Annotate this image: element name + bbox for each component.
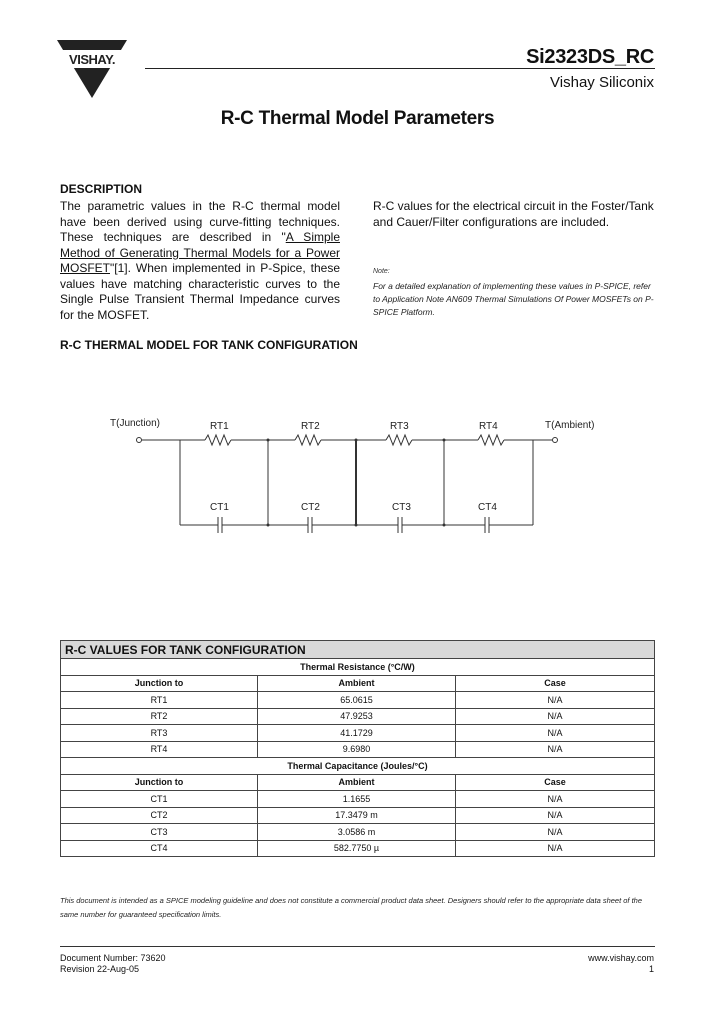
description-right-text: R-C values for the electrical circuit in the Foster/Tank and Cauer/Filter configurations are included. bbox=[373, 199, 654, 229]
table-cell: RT3 bbox=[61, 725, 258, 742]
resistor-label: RT4 bbox=[479, 421, 498, 432]
table-cell: N/A bbox=[456, 741, 655, 758]
table-row bbox=[61, 824, 655, 841]
description-heading: DESCRIPTION bbox=[60, 182, 143, 196]
vishay-logo-triangle-icon bbox=[57, 38, 127, 100]
table-row bbox=[61, 840, 655, 857]
table-row bbox=[61, 741, 655, 758]
tank-config-heading: R-C THERMAL MODEL FOR TANK CONFIGURATION bbox=[60, 338, 358, 352]
table-cell: RT1 bbox=[61, 692, 258, 709]
capacitor-label: CT2 bbox=[301, 502, 320, 513]
capacitor-label: CT4 bbox=[478, 502, 497, 513]
note-text: For a detailed explanation of implementing these values in P-SPICE, refer to Application Note AN609 Thermal Simulations Of Power MOSFETs on P-SPICE Platform. bbox=[373, 281, 654, 317]
table-cell: N/A bbox=[456, 807, 655, 824]
table-cell: CT3 bbox=[61, 824, 258, 841]
column-header: Ambient bbox=[258, 774, 456, 791]
junction-label: T(Junction) bbox=[110, 418, 161, 429]
table-cell: 41.1729 bbox=[258, 725, 456, 742]
description-left-text bbox=[60, 199, 340, 323]
column-header: Junction to bbox=[61, 774, 258, 791]
description-text-1: The parametric values in the R-C thermal model have been derived using curve-fitting techniques. These techniques are described in " bbox=[60, 199, 340, 244]
table-cell: CT4 bbox=[61, 840, 258, 857]
table-cell: RT2 bbox=[61, 708, 258, 725]
page-title: R-C Thermal Model Parameters bbox=[220, 108, 495, 129]
revision: Revision 22-Aug-05 bbox=[60, 964, 140, 974]
column-header: Case bbox=[456, 774, 655, 791]
table-cell: N/A bbox=[456, 840, 655, 857]
capacitor-label: CT1 bbox=[210, 502, 229, 513]
table-cell: 65.0615 bbox=[258, 692, 456, 709]
table-title: R-C VALUES FOR TANK CONFIGURATION bbox=[61, 641, 655, 659]
resistor-label: RT1 bbox=[210, 421, 229, 432]
column-header: Junction to bbox=[61, 675, 258, 692]
resistor-label: RT2 bbox=[301, 421, 320, 432]
capacitor-label: CT3 bbox=[392, 502, 411, 513]
page-number: 1 bbox=[648, 964, 654, 974]
table-cell: 17.3479 m bbox=[258, 807, 456, 824]
document-number: Document Number: 73620 bbox=[60, 953, 166, 963]
table-row bbox=[61, 708, 655, 725]
table-cell: N/A bbox=[456, 824, 655, 841]
table-cell: N/A bbox=[456, 725, 655, 742]
table-cell: N/A bbox=[456, 791, 655, 808]
footer-right bbox=[588, 953, 654, 975]
resistance-heading: Thermal Resistance (°C/W) bbox=[61, 659, 655, 676]
table-cell: RT4 bbox=[61, 741, 258, 758]
table-cell: 1.1655 bbox=[258, 791, 456, 808]
table-cell: 582.7750 µ bbox=[258, 840, 456, 857]
description-text-2: "[1]. When implemented in P-Spice, these values have matching characteristic curves to the Single Pulse Transient Thermal Impedance curves for the MOSFET. bbox=[60, 261, 340, 322]
table-row bbox=[61, 692, 655, 709]
table-cell: CT1 bbox=[61, 791, 258, 808]
table-cell: N/A bbox=[456, 692, 655, 709]
table-cell: CT2 bbox=[61, 807, 258, 824]
vishay-logo bbox=[57, 38, 127, 100]
table-row bbox=[61, 791, 655, 808]
column-header: Case bbox=[456, 675, 655, 692]
capacitance-heading: Thermal Capacitance (Joules/°C) bbox=[61, 758, 655, 775]
footer-left bbox=[60, 953, 166, 975]
disclaimer-text: This document is intended as a SPICE modeling guideline and does not constitute a commercial product data sheet. Designers should refer to the appropriate data sheet of the same number for guaranteed specification limits. bbox=[60, 896, 643, 919]
footer-rule bbox=[60, 946, 655, 947]
company-name: Vishay Siliconix bbox=[550, 74, 654, 91]
reference-link[interactable]: A Simple Method of Generating Thermal Models for a Power MOSFET bbox=[60, 230, 340, 275]
table-cell: N/A bbox=[456, 708, 655, 725]
logo-text: VISHAY. bbox=[69, 52, 115, 67]
table-cell: 9.6980 bbox=[258, 741, 456, 758]
table-row bbox=[61, 725, 655, 742]
table-row bbox=[61, 807, 655, 824]
resistor-label: RT3 bbox=[390, 421, 409, 432]
table-cell: 47.9253 bbox=[258, 708, 456, 725]
tank-circuit-diagram bbox=[110, 410, 630, 550]
part-number: Si2323DS_RC bbox=[526, 46, 654, 68]
ambient-label: T(Ambient) bbox=[545, 420, 595, 431]
rc-values-table bbox=[60, 640, 655, 857]
website-link[interactable]: www.vishay.com bbox=[588, 953, 654, 963]
note-label: Note: bbox=[373, 268, 390, 275]
table-cell: 3.0586 m bbox=[258, 824, 456, 841]
column-header: Ambient bbox=[258, 675, 456, 692]
